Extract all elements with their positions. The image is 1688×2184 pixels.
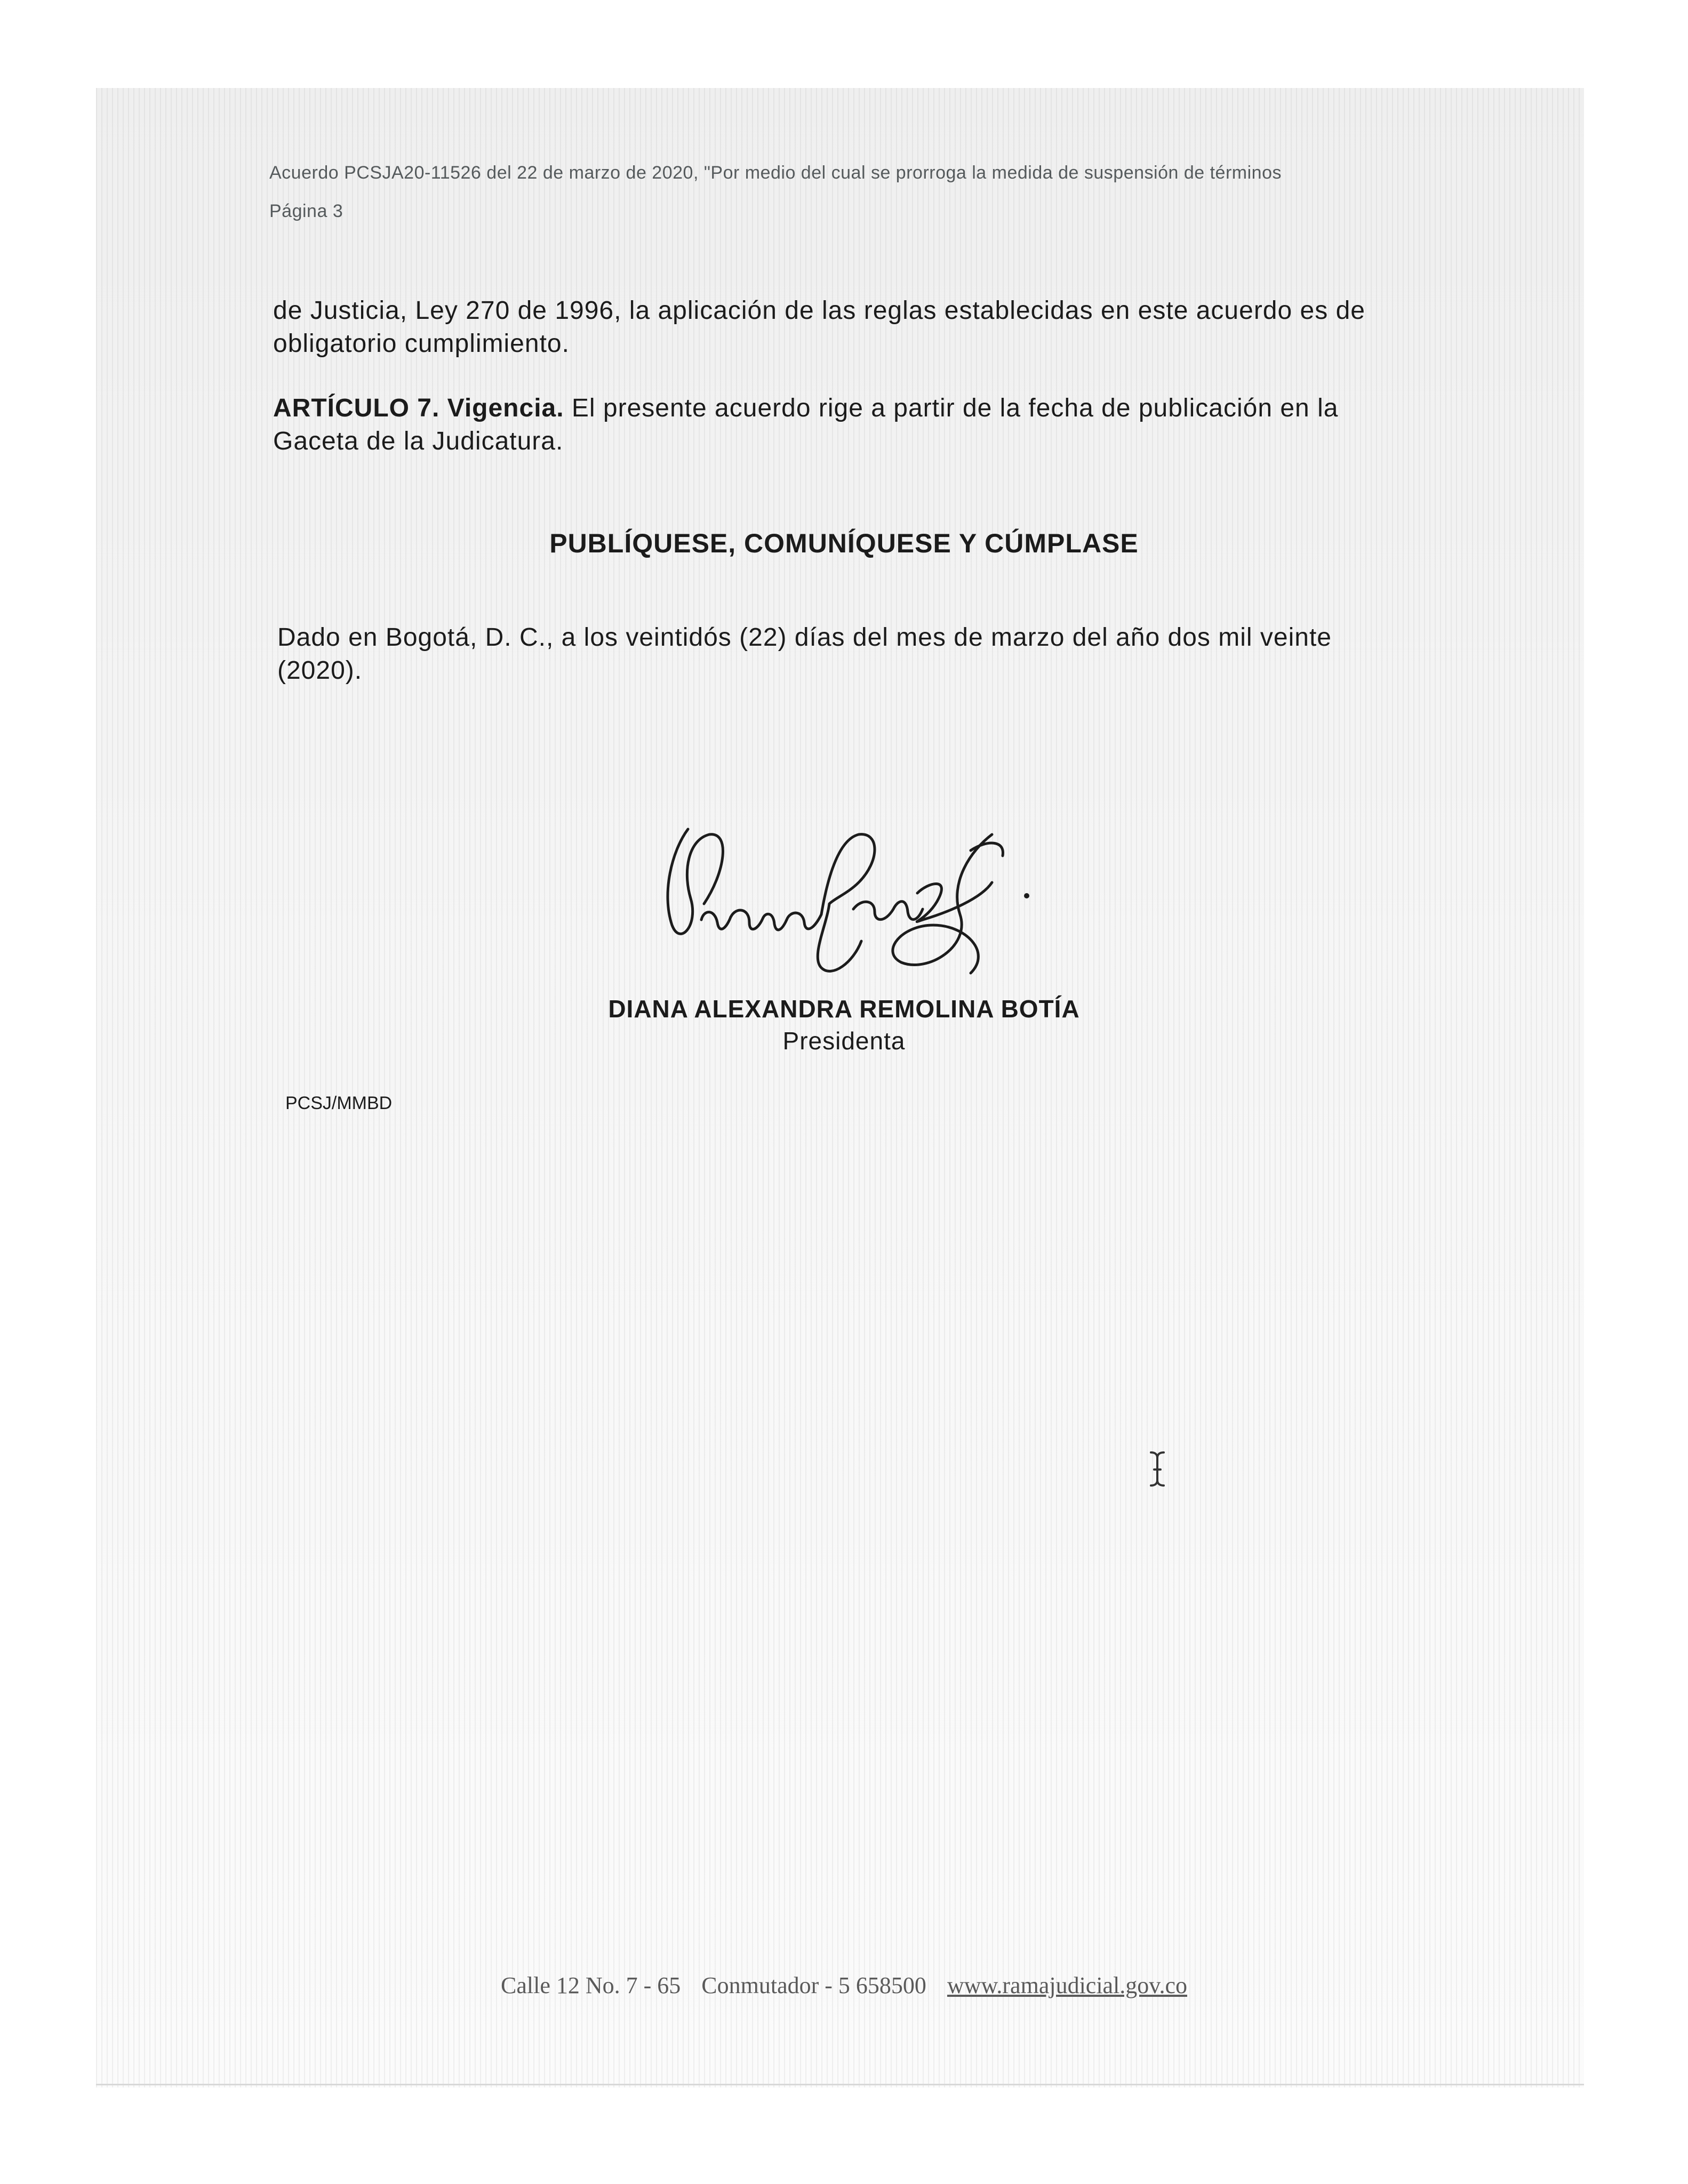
closing-formula: PUBLÍQUESE, COMUNÍQUESE Y CÚMPLASE [549, 528, 1139, 558]
article-7-text: El presente acuerdo rige a partir de la fecha de publicación en la Gaceta de la Judicatura. [273, 394, 1339, 455]
footer-contact [0, 1972, 1688, 1999]
signature-image [651, 818, 1045, 984]
signatory-role: Presidenta [782, 1027, 906, 1055]
header-reference: Acuerdo PCSJA20-11526 del 22 de marzo de 2020, "Por medio del cual se prorroga la medida de suspensión de términos [269, 163, 1282, 183]
footer-phone: Conmutador - 5 658500 [701, 1972, 926, 1998]
footer-address: Calle 12 No. 7 - 65 [501, 1972, 681, 1998]
reference-initials: PCSJ/MMBD [285, 1093, 393, 1113]
document-page [96, 88, 1584, 2087]
dated-paragraph: Dado en Bogotá, D. C., a los veintidós (22) días del mes de marzo del año dos mil veinte (2020). [277, 623, 1332, 685]
article-7-heading: ARTÍCULO 7. Vigencia. [273, 394, 564, 422]
text-cursor-icon [1147, 1450, 1168, 1488]
signatory-name: DIANA ALEXANDRA REMOLINA BOTÍA [608, 995, 1080, 1023]
footer-website-link[interactable]: www.ramajudicial.gov.co [947, 1972, 1187, 1998]
header-page-number: Página 3 [269, 201, 343, 221]
paragraph-justicia: de Justicia, Ley 270 de 1996, la aplicación de las reglas establecidas en este acuerdo es de obligatorio cumplimiento. [273, 296, 1365, 358]
article-7-paragraph [273, 392, 1409, 458]
page-edge-divider [96, 2084, 1584, 2085]
